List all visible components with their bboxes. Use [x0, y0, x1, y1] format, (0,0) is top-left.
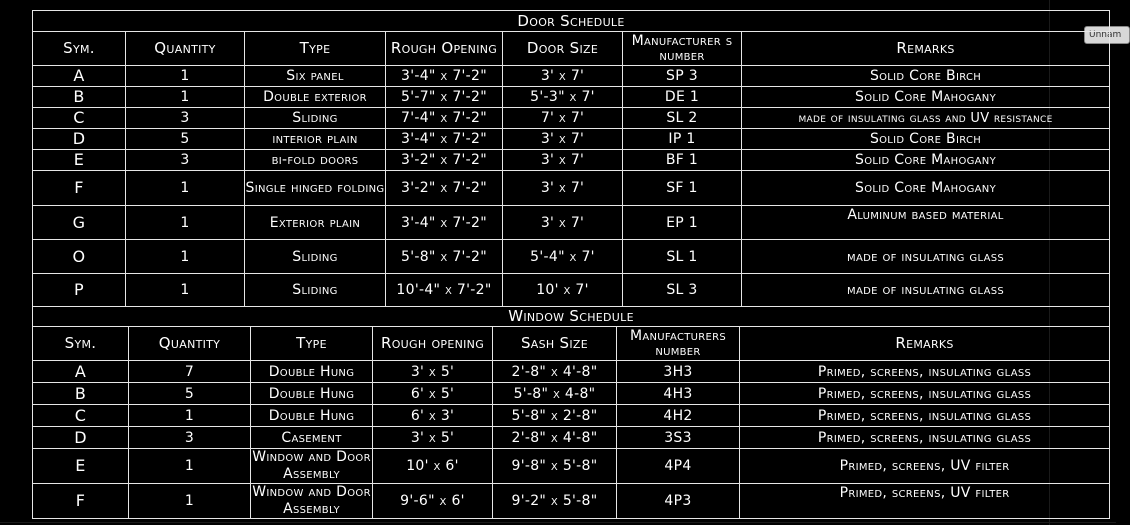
- door-header-quantity: Quantity: [126, 32, 245, 66]
- door-cell-rough-opening: 5'-7" x 7'-2": [386, 87, 503, 108]
- door-cell-manufacturer-number: SL 1: [623, 240, 742, 274]
- window-header-quantity: Quantity: [129, 327, 251, 361]
- door-cell-sym: C: [33, 108, 126, 129]
- door-cell-type: Sliding: [245, 274, 386, 307]
- window-header-rough-opening: Rough opening: [373, 327, 493, 361]
- window-cell-sym: B: [33, 383, 129, 405]
- window-cell-sash-size: 2'-8" x 4'-8": [493, 427, 617, 449]
- window-cell-manufacturers-number: 4P4: [617, 449, 740, 484]
- table-row: [33, 87, 1110, 108]
- grid-line: [0, 522, 1116, 523]
- window-cell-rough-opening: 9'-6" x 6': [373, 484, 493, 519]
- door-cell-rough-opening: 3'-4" x 7'-2": [386, 66, 503, 87]
- window-cell-remarks: Primed, screens, insulating glass: [740, 383, 1110, 405]
- window-cell-sash-size: 9'-2" x 5'-8": [493, 484, 617, 519]
- door-cell-type: Exterior plain: [245, 206, 386, 240]
- door-cell-quantity: 3: [126, 108, 245, 129]
- window-schedule-title: Window Schedule: [33, 307, 1110, 327]
- door-cell-manufacturer-number: BF 1: [623, 150, 742, 171]
- door-cell-manufacturer-number: IP 1: [623, 129, 742, 150]
- door-cell-remarks: Solid Core Birch: [742, 66, 1110, 87]
- door-cell-remarks: Solid Core Mahogany: [742, 171, 1110, 206]
- door-cell-door-size: 3' x 7': [503, 206, 623, 240]
- window-cell-remarks: Primed, screens, insulating glass: [740, 361, 1110, 383]
- table-row: [33, 108, 1110, 129]
- table-row: [33, 449, 1110, 484]
- window-cell-rough-opening: 10' x 6': [373, 449, 493, 484]
- window-header-sym: Sym.: [33, 327, 129, 361]
- door-cell-manufacturer-number: SP 3: [623, 66, 742, 87]
- door-cell-sym: P: [33, 274, 126, 307]
- door-cell-door-size: 5'-4" x 7': [503, 240, 623, 274]
- table-row: [33, 361, 1110, 383]
- window-cell-remarks: Primed, screens, insulating glass: [740, 427, 1110, 449]
- window-cell-remarks: Primed, screens, insulating glass: [740, 405, 1110, 427]
- door-cell-door-size: 3' x 7': [503, 66, 623, 87]
- window-cell-sash-size: 2'-8" x 4'-8": [493, 361, 617, 383]
- window-cell-sash-size: 9'-8" x 5'-8": [493, 449, 617, 484]
- table-row: [33, 405, 1110, 427]
- window-cell-rough-opening: 6' x 3': [373, 405, 493, 427]
- door-cell-sym: F: [33, 171, 126, 206]
- door-cell-rough-opening: 5'-8" x 7'-2": [386, 240, 503, 274]
- door-cell-rough-opening: 3'-4" x 7'-2": [386, 206, 503, 240]
- door-cell-rough-opening: 3'-2" x 7'-2": [386, 150, 503, 171]
- window-cell-rough-opening: 3' x 5': [373, 361, 493, 383]
- door-cell-remarks: Solid Core Birch: [742, 129, 1110, 150]
- door-cell-quantity: 1: [126, 66, 245, 87]
- door-cell-manufacturer-number: EP 1: [623, 206, 742, 240]
- door-cell-remarks: made of insulating glass: [742, 240, 1110, 274]
- door-header-type: Type: [245, 32, 386, 66]
- window-cell-sym: A: [33, 361, 129, 383]
- table-row: [33, 383, 1110, 405]
- door-cell-type: Double exterior: [245, 87, 386, 108]
- window-cell-quantity: 1: [129, 484, 251, 519]
- window-cell-remarks: Primed, screens, UV filter: [740, 449, 1110, 484]
- door-cell-quantity: 1: [126, 274, 245, 307]
- door-header-rough-opening: Rough Opening: [386, 32, 503, 66]
- door-cell-door-size: 10' x 7': [503, 274, 623, 307]
- table-row: [33, 206, 1110, 240]
- window-cell-type: Double Hung: [251, 405, 373, 427]
- window-schedule-table: [32, 306, 1110, 519]
- window-cell-manufacturers-number: 3S3: [617, 427, 740, 449]
- door-cell-type: bi-fold doors: [245, 150, 386, 171]
- door-header-door-size: Door Size: [503, 32, 623, 66]
- table-row: [33, 484, 1110, 519]
- table-row: [33, 129, 1110, 150]
- door-cell-type: Six panel: [245, 66, 386, 87]
- door-cell-rough-opening: 7'-4" x 7'-2": [386, 108, 503, 129]
- file-tab-label: Unnam: [1089, 30, 1122, 40]
- window-cell-manufacturers-number: 4P3: [617, 484, 740, 519]
- window-cell-sym: C: [33, 405, 129, 427]
- door-cell-rough-opening: 3'-4" x 7'-2": [386, 129, 503, 150]
- door-cell-door-size: 7' x 7': [503, 108, 623, 129]
- window-cell-type: Window and Door Assembly: [252, 449, 371, 482]
- door-cell-quantity: 1: [126, 240, 245, 274]
- window-cell-sym: F: [33, 484, 129, 519]
- window-cell-quantity: 3: [129, 427, 251, 449]
- window-cell-sym: E: [33, 449, 129, 484]
- door-cell-sym: O: [33, 240, 126, 274]
- door-cell-type: Sliding: [245, 240, 386, 274]
- door-cell-type: Sliding: [245, 108, 386, 129]
- window-cell-manufacturers-number: 3H3: [617, 361, 740, 383]
- window-cell-quantity: 5: [129, 383, 251, 405]
- door-cell-remarks: Solid Core Mahogany: [742, 150, 1110, 171]
- door-cell-manufacturer-number: SL 2: [623, 108, 742, 129]
- door-cell-sym: A: [33, 66, 126, 87]
- door-schedule-title: Door Schedule: [33, 11, 1110, 32]
- door-schedule-table: [32, 10, 1110, 307]
- door-cell-manufacturer-number: DE 1: [623, 87, 742, 108]
- window-cell-rough-opening: 3' x 5': [373, 427, 493, 449]
- window-cell-quantity: 1: [129, 405, 251, 427]
- door-cell-rough-opening: 10'-4" x 7'-2": [386, 274, 503, 307]
- window-cell-remarks: Primed, screens, UV filter: [740, 484, 1110, 519]
- window-cell-quantity: 7: [129, 361, 251, 383]
- window-cell-manufacturers-number: 4H3: [617, 383, 740, 405]
- door-cell-remarks: Solid Core Mahogany: [742, 87, 1110, 108]
- window-cell-type: Double Hung: [251, 361, 373, 383]
- door-header-remarks: Remarks: [742, 32, 1110, 66]
- table-row: [33, 171, 1110, 206]
- window-cell-sym: D: [33, 427, 129, 449]
- window-cell-manufacturers-number: 4H2: [617, 405, 740, 427]
- window-header-remarks: Remarks: [740, 327, 1110, 361]
- table-row: [33, 66, 1110, 87]
- window-cell-type: Double Hung: [251, 383, 373, 405]
- door-cell-door-size: 5'-3" x 7': [503, 87, 623, 108]
- door-cell-remarks: Aluminum based material: [742, 206, 1110, 240]
- door-cell-sym: G: [33, 206, 126, 240]
- window-cell-quantity: 1: [129, 449, 251, 484]
- window-cell-type: Casement: [251, 427, 373, 449]
- door-cell-sym: B: [33, 87, 126, 108]
- door-cell-quantity: 1: [126, 206, 245, 240]
- door-cell-manufacturer-number: SL 3: [623, 274, 742, 307]
- door-cell-door-size: 3' x 7': [503, 171, 623, 206]
- door-cell-sym: E: [33, 150, 126, 171]
- window-cell-rough-opening: 6' x 5': [373, 383, 493, 405]
- door-cell-quantity: 1: [126, 171, 245, 206]
- window-cell-sash-size: 5'-8" x 2'-8": [493, 405, 617, 427]
- table-row: [33, 240, 1110, 274]
- window-cell-type: Window and Door Assembly: [252, 484, 371, 517]
- door-cell-quantity: 1: [126, 87, 245, 108]
- door-header-sym: Sym.: [33, 32, 126, 66]
- window-header-type: Type: [251, 327, 373, 361]
- table-row: [33, 150, 1110, 171]
- door-cell-type: interior plain: [245, 129, 386, 150]
- table-row: [33, 274, 1110, 307]
- door-cell-type: Single hinged folding: [245, 171, 386, 206]
- door-cell-remarks: made of insulating glass and UV resistance: [742, 108, 1110, 129]
- door-header-manufacturer-number: Manufacturer s number: [623, 32, 742, 66]
- table-row: [33, 427, 1110, 449]
- window-header-manufacturers-number: Manufacturers number: [617, 327, 740, 361]
- door-cell-quantity: 3: [126, 150, 245, 171]
- door-cell-rough-opening: 3'-2" x 7'-2": [386, 171, 503, 206]
- door-cell-door-size: 3' x 7': [503, 129, 623, 150]
- door-cell-quantity: 5: [126, 129, 245, 150]
- window-header-sash-size: Sash Size: [493, 327, 617, 361]
- door-cell-sym: D: [33, 129, 126, 150]
- window-cell-sash-size: 5'-8" x 4-8": [493, 383, 617, 405]
- door-cell-door-size: 3' x 7': [503, 150, 623, 171]
- door-cell-manufacturer-number: SF 1: [623, 171, 742, 206]
- door-cell-remarks: made of insulating glass: [742, 274, 1110, 307]
